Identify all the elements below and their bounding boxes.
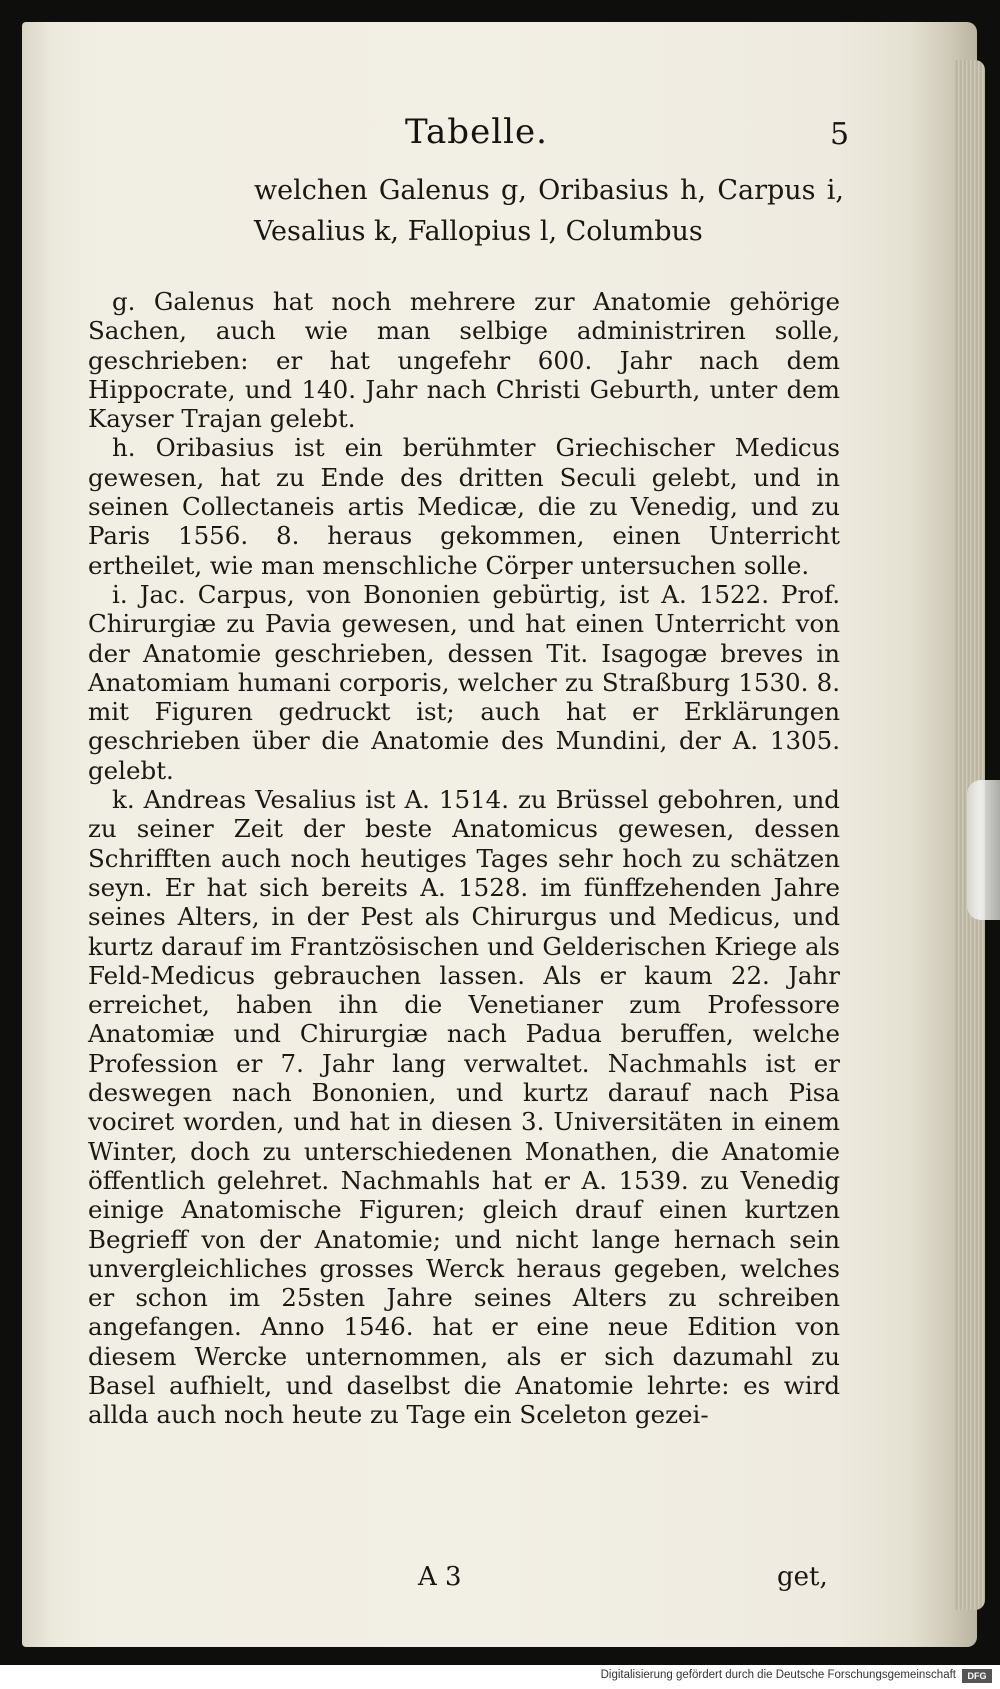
footnote-i: i. Jac. Carpus, von Bononien gebürtig, ist A. 1522. Prof. Chirurgiæ zu Pavia gewesen, und hat einen Unterricht von der Anatomie geschrieben, dessen Tit. Isagogæ breves in Anatomiam humani corporis, welcher zu Straßburg 1530. 8. mit Figuren gedruckt ist; auch hat er Erklärungen geschrieben über die Anatomie des Mundini, der A. 1305. gelebt. — [88, 579, 840, 785]
running-header: Tabelle. — [405, 112, 548, 152]
footnote-h: h. Oribasius ist ein berühmter Griechischer Medicus gewesen, hat zu Ende des dritten Seculi gelebt, und in seinen Collectaneis artis Medicæ, die zu Venedig, und zu Paris 1556. 8. heraus gekommen, einen Unterricht ertheilet, wie man menschliche Cörper untersuchen solle. — [88, 433, 840, 580]
footnote-g: g. Galenus hat noch mehrere zur Anatomie gehörige Sachen, auch wie man selbige administriren solle, geschrieben: er hat ungefehr 600. Jahr nach dem Hippocrate, und 140. Jahr nach Christi Geburth, unter dem Kayser Trajan gelebt. — [88, 287, 840, 434]
main-text: welchen Galenus g, Oribasius h, Carpus i, Vesalius k, Fallopius l, Columbus — [254, 175, 844, 247]
footer-credit: Digitalisierung gefördert durch die Deutsche Forschungsgemeinschaft — [600, 1669, 956, 1681]
dfg-logo-icon: DFG — [962, 1669, 992, 1683]
book-page — [22, 22, 977, 1647]
catchword: get, — [777, 1562, 828, 1592]
footnote-k: k. Andreas Vesalius ist A. 1514. zu Brüssel gebohren, und zu seiner Zeit der beste Anatomicus gewesen, dessen Schrifften auch noch heutiges Tages sehr hoch zu schätzen seyn. Er hat sich bereits A. 1528. im fünffzehenden Jahre seines Alters, in der Pest als Chirurgus und Medicus, und kurtz darauf im Frantzösischen und Gelderischen Kriege als Feld-Medicus gebrauchen lassen. Als er kaum 22. Jahr erreichet, haben ihn die Venetianer zum Professore Anatomiæ und Chirurgiæ nach Padua beruffen, welche Profession er 7. Jahr lang verwaltet. Nachmahls ist er deswegen nach Bononien, und kurtz darauf nach Pisa vociret worden, und hat in diesen 3. Universitäten in einem Winter, doch zu unterschiedenen Monathen, die Anatomie öffentlich gelehret. Nachmahls hat er A. 1539. zu Venedig einige Anatomische Figuren; gleich drauf einen kurtzen Begrieff von der Anatomie; und nicht lange hernach sein unvergleichliches grosses Werck heraus gegeben, welches er schon im 25sten Jahre seines Alters zu schreiben angefangen. Anno 1546. hat er eine neue Edition von diesem Wercke unternommen, als er sich dazumahl zu Basel aufhielt, und daselbst die Anatomie lehrte: es wird allda auch noch heute zu Tage ein Sceleton gezei- — [88, 785, 840, 1430]
footer-bar — [0, 1665, 1000, 1689]
footnotes — [88, 287, 840, 1430]
page-clip — [967, 780, 1000, 920]
signature-mark: A 3 — [418, 1562, 462, 1592]
page-number: 5 — [830, 117, 850, 152]
